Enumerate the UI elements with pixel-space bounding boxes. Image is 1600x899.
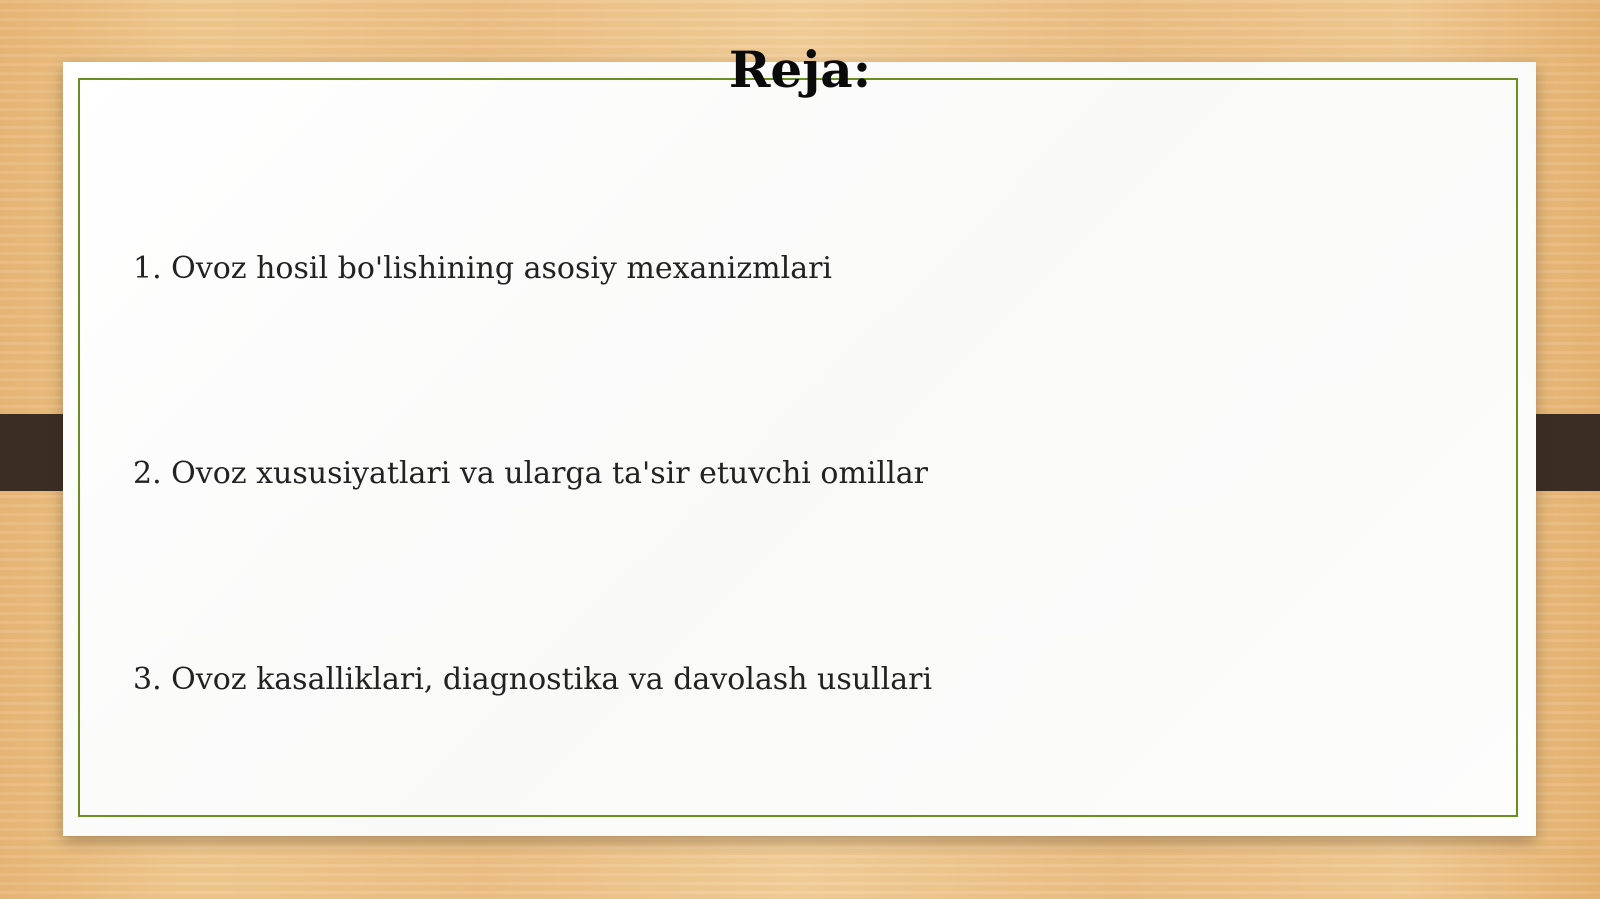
slide-title: Reja: <box>728 40 872 99</box>
slide-frame-border <box>78 78 1518 817</box>
plan-item-1: 1. Ovoz hosil bo'lishining asosiy mexanizmlari <box>133 251 833 286</box>
plan-item-2: 2. Ovoz xususiyatlari va ularga ta'sir etuvchi omillar <box>133 456 928 491</box>
plan-item-3: 3. Ovoz kasalliklari, diagnostika va davolash usullari <box>133 662 933 697</box>
